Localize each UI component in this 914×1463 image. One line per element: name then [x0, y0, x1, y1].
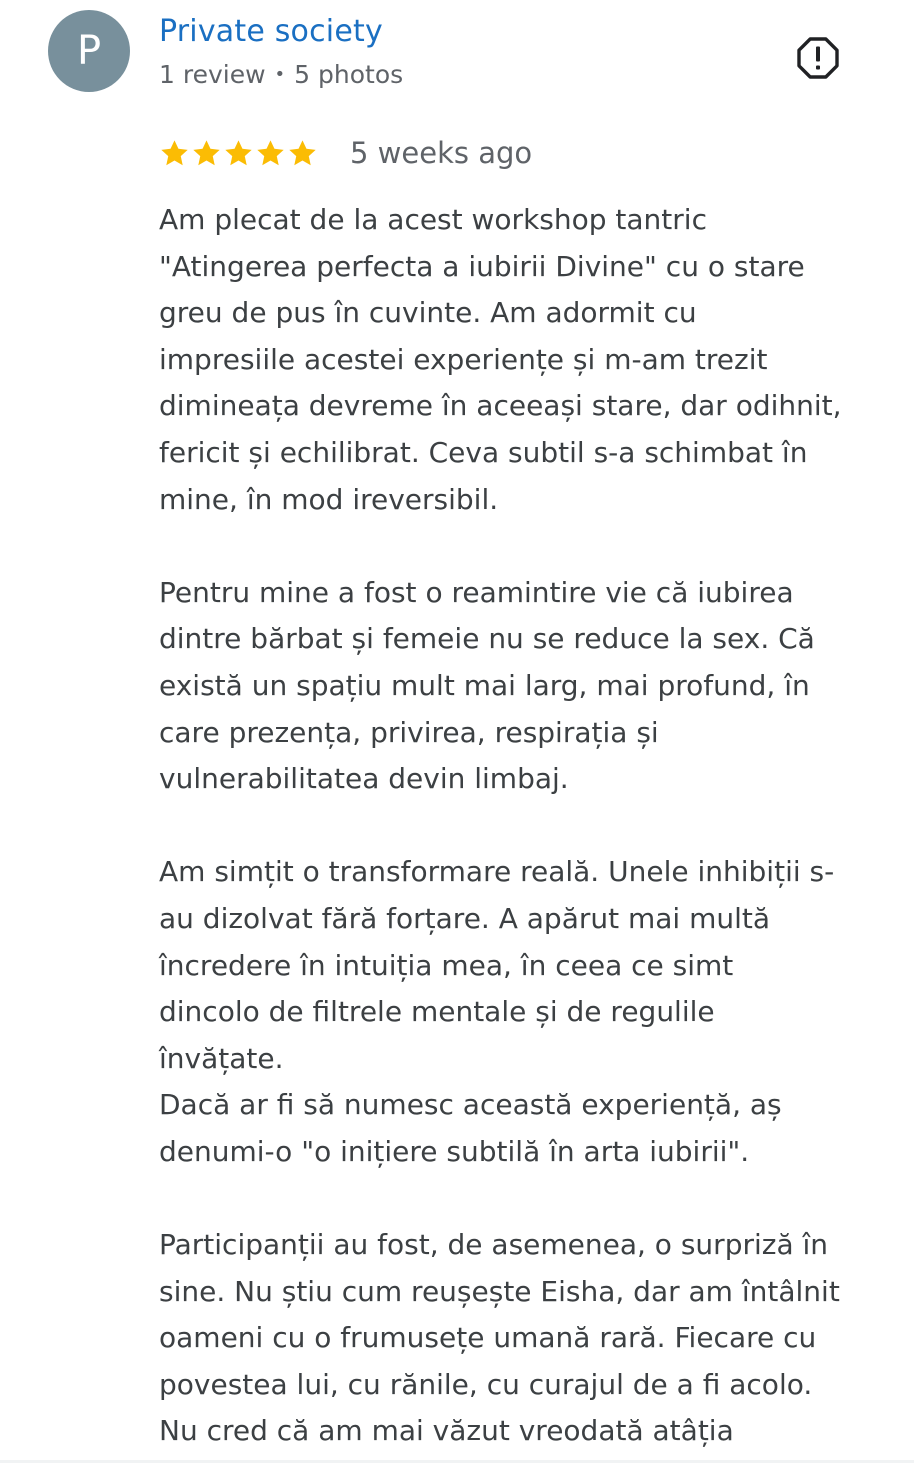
avatar-initial: P: [76, 28, 102, 74]
review-line: Participanții au fost, de asemenea, o surpriză în: [159, 1228, 829, 1262]
author-meta: [159, 60, 403, 89]
review-paragraph: [159, 1222, 899, 1455]
review-line: Am simțit o transformare reală. Unele inhibiții s-: [159, 855, 835, 889]
review-line: dimineața devreme în aceeași stare, dar odihnit,: [159, 389, 842, 423]
star-icon: [191, 138, 222, 169]
review-line: denumi-o "o inițiere subtilă în arta iubirii".: [159, 1134, 750, 1168]
review-paragraph: [159, 570, 899, 803]
review-line: care prezența, privirea, respirația și: [159, 715, 659, 749]
review-count: 1 review: [159, 60, 266, 89]
review-line: învățate.: [159, 1041, 284, 1075]
star-icon: [255, 138, 286, 169]
review-line: vulnerabilitatea devin limbaj.: [159, 762, 569, 796]
star-icon: [223, 138, 254, 169]
review-line: fericit și echilibrat. Ceva subtil s-a schimbat în: [159, 435, 808, 469]
star-rating: [159, 138, 319, 169]
report-review-button[interactable]: [796, 36, 840, 80]
review-line: sine. Nu știu cum reușește Eisha, dar am întâlnit: [159, 1274, 840, 1308]
report-flag-icon: [796, 36, 840, 80]
review-line: mine, în mod ireversibil.: [159, 482, 499, 516]
star-icon: [287, 138, 318, 169]
rating-row: [159, 132, 532, 174]
paragraph-gap: [159, 803, 899, 850]
review-text: [159, 197, 899, 1455]
review-line: Dacă ar fi să numesc această experiență, aș: [159, 1088, 782, 1122]
review-line: au dizolvat fără forțare. A apărut mai multă: [159, 901, 771, 935]
star-icon: [159, 138, 190, 169]
review-line: "Atingerea perfecta a iubirii Divine" cu o stare: [159, 249, 805, 283]
review-line: dintre bărbat și femeie nu se reduce la sex. Că: [159, 622, 815, 656]
avatar[interactable]: [48, 10, 130, 92]
review-line: Pentru mine a fost o reamintire vie că iubirea: [159, 575, 794, 609]
paragraph-gap: [159, 523, 899, 570]
review-line: Am plecat de la acest workshop tantric: [159, 203, 707, 236]
review-line: există un spațiu mult mai larg, mai profund, în: [159, 668, 810, 702]
meta-separator: •: [274, 64, 286, 85]
review-paragraph: [159, 197, 899, 523]
review-date: 5 weeks ago: [350, 136, 533, 170]
review-line: dincolo de filtrele mentale și de regulile: [159, 995, 715, 1029]
review-line: Nu cred că am mai văzut vreodată atâția: [159, 1414, 734, 1448]
review-line: povestea lui, cu rănile, cu curajul de a fi acolo.: [159, 1367, 813, 1401]
review-line: impresiile acestei experiențe și m-am trezit: [159, 342, 768, 376]
review-line: încredere în intuiția mea, în ceea ce simt: [159, 948, 734, 982]
review-line: greu de pus în cuvinte. Am adormit cu: [159, 296, 697, 330]
photo-count: 5 photos: [294, 60, 404, 89]
author-name-link[interactable]: Private society: [159, 14, 383, 49]
paragraph-gap: [159, 1175, 899, 1222]
review-paragraph: [159, 849, 899, 1175]
review-line: oameni cu o frumusețe umană rară. Fiecare cu: [159, 1321, 817, 1355]
